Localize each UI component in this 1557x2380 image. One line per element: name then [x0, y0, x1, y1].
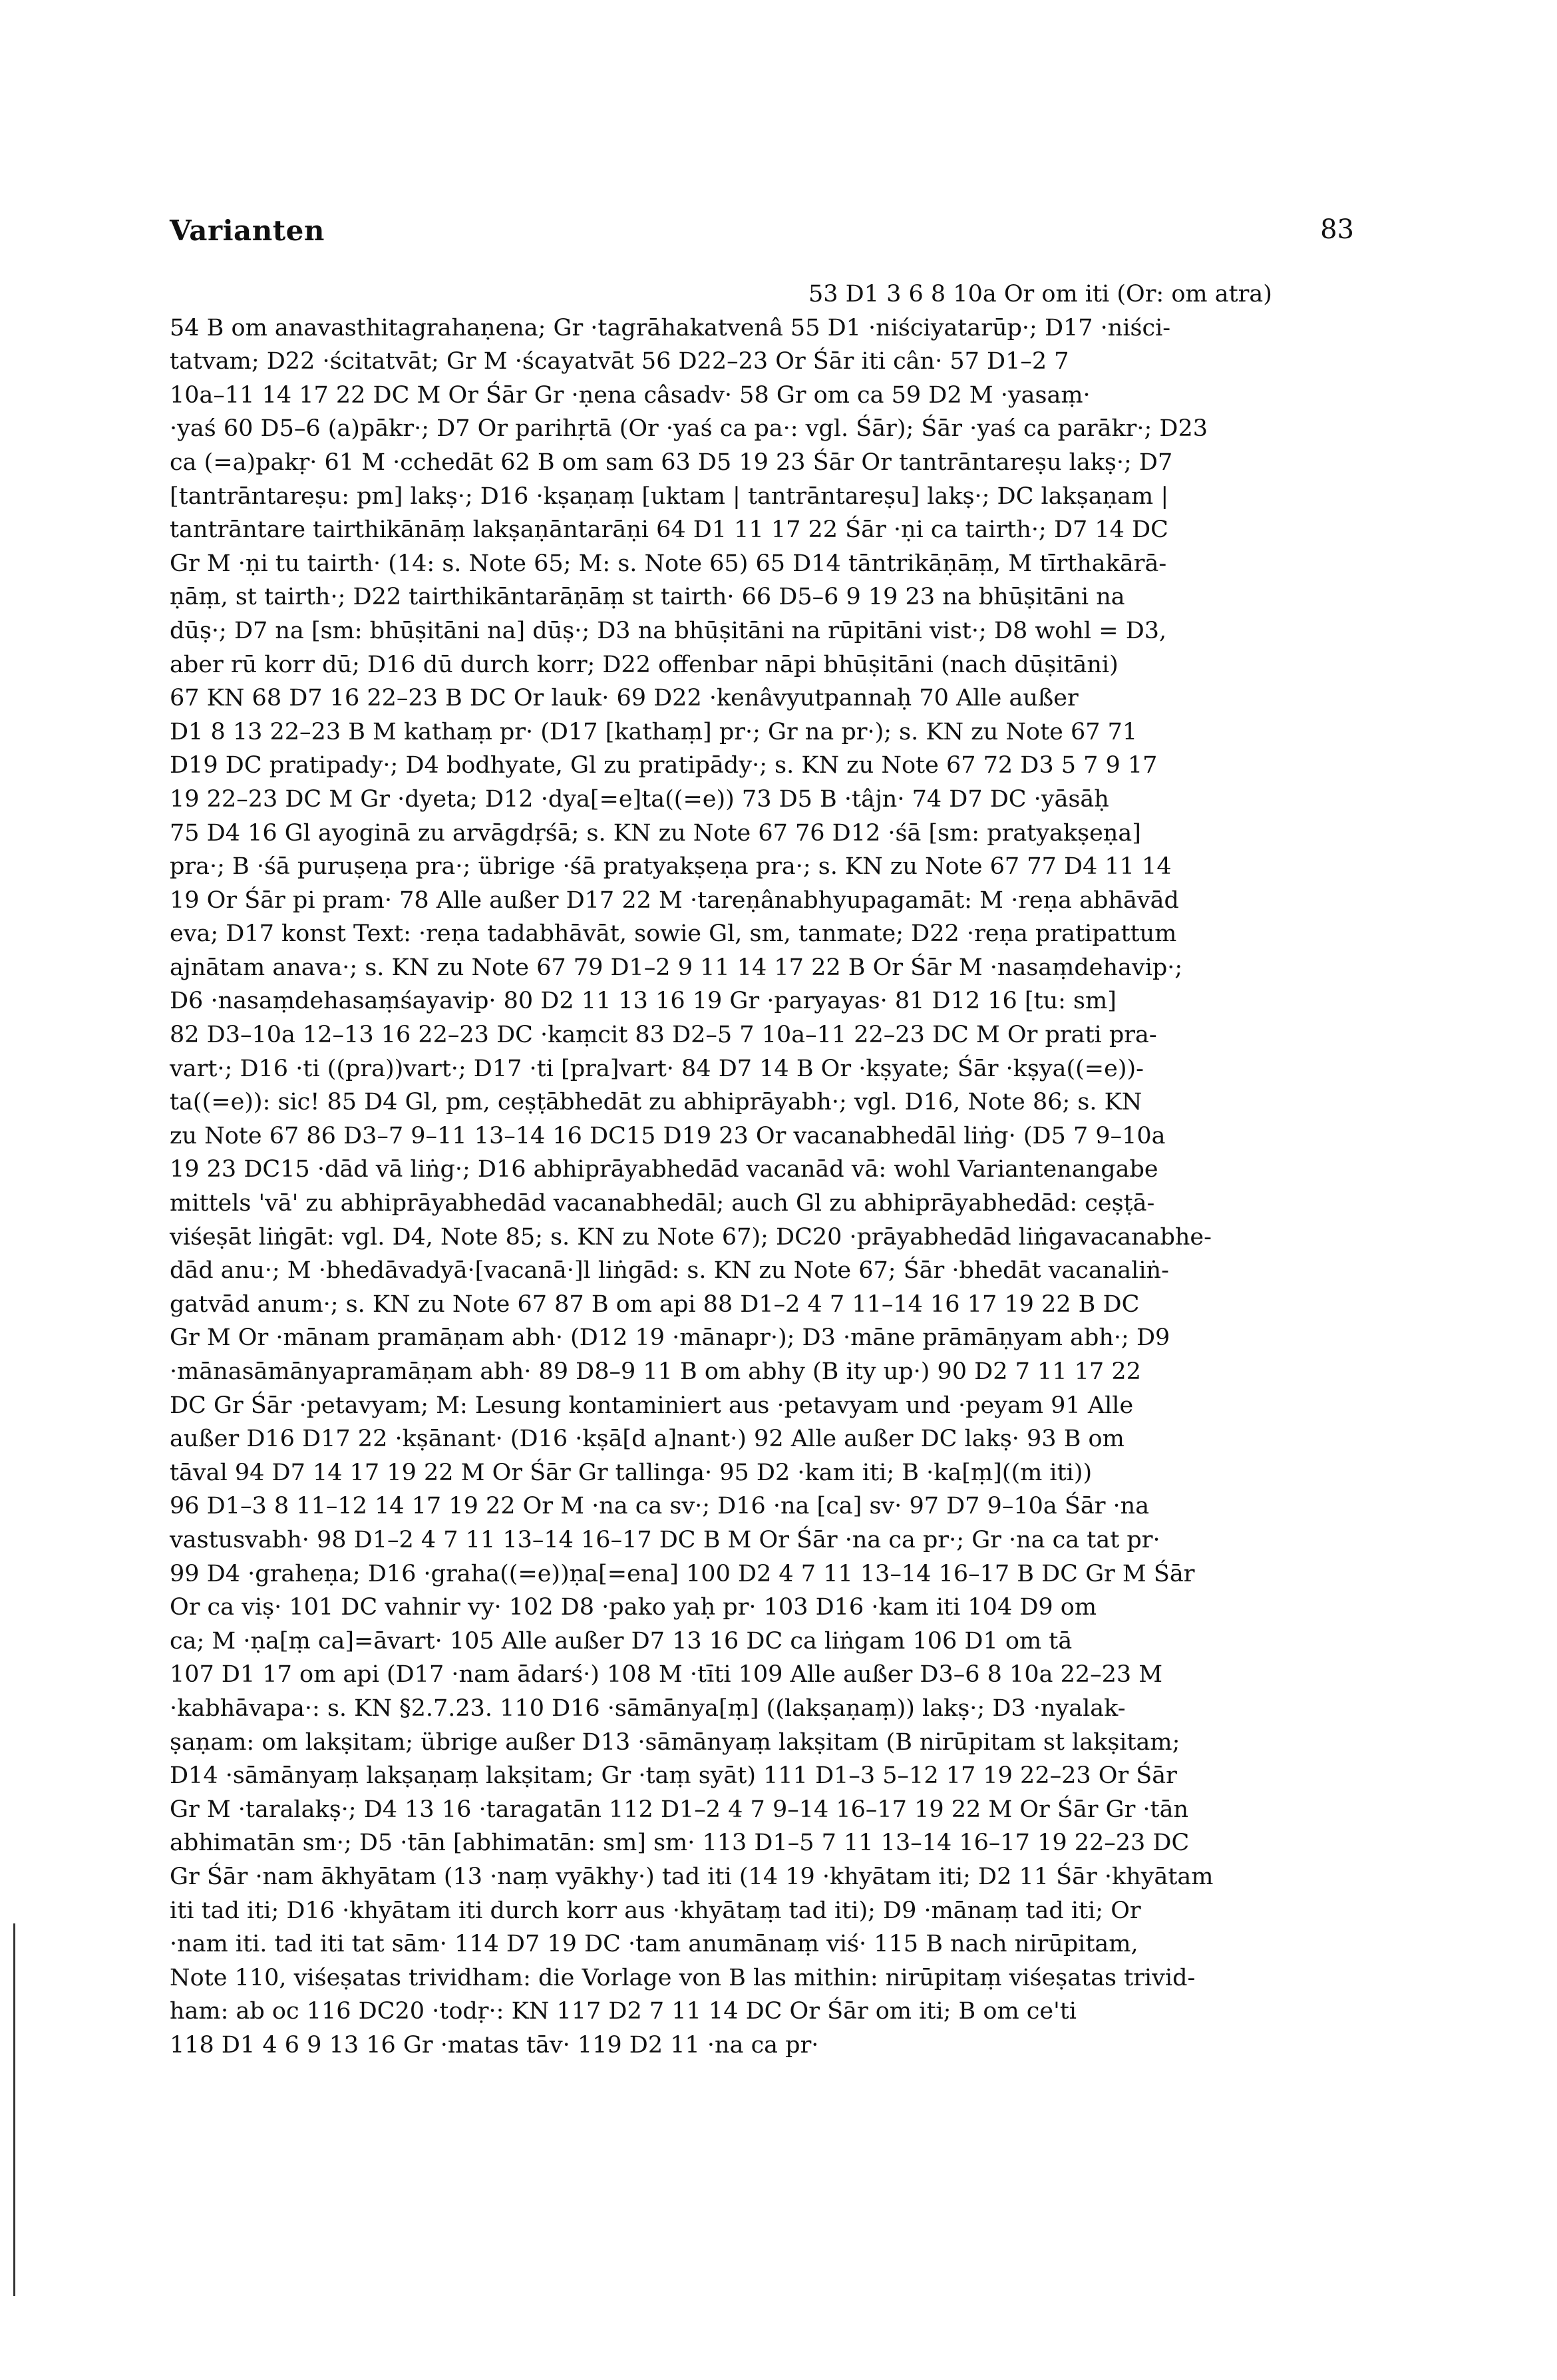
text-line: 82 D3–10a 12–13 16 22–23 DC ·kaṃcit 83 D2–5 7 10a–11 22–23 DC M Or prati pra-	[170, 1022, 1157, 1049]
text-line: dūṣ·; D7 na [sm: bhūṣitāni na] dūṣ·; D3 na bhūṣitāni na rūpitāni vist·; D8 wohl = D3,	[170, 617, 1167, 644]
text-line: ·yaś 60 D5–6 (a)pākr·; D7 Or parihṛtā (Or ·yaś ca pa·: vgl. Śār); Śār ·yaś ca parākr·; D23	[170, 415, 1208, 443]
text-line: tatvam; D22 ·ścitatvāt; Gr M ·ścayatvāt 56 D22–23 Or Śār iti cân· 57 D1–2 7	[170, 348, 1069, 375]
text-line: ṣaṇam: om lakṣitam; übrige außer D13 ·sāmānyaṃ lakṣitam (B nirūpitam st lakṣitam;	[170, 1728, 1180, 1756]
text-line: ta((=e)): sic! 85 D4 Gl, pm, ceṣṭābhedāt zu abhiprāyabh·; vgl. D16, Note 86; s. KN	[170, 1089, 1142, 1116]
text-line: Or ca viṣ· 101 DC vahnir vy· 102 D8 ·pako yaḥ pr· 103 D16 ·kam iti 104 D9 om	[170, 1594, 1097, 1621]
text-line: 96 D1–3 8 11–12 14 17 19 22 Or M ·na ca sv·; D16 ·na [ca] sv· 97 D7 9–10a Śār ·na	[170, 1493, 1150, 1520]
text-line: 19 23 DC15 ·dād vā liṅg·; D16 abhiprāyabhedād vacanād vā: wohl Variantenangabe	[170, 1156, 1158, 1183]
page-number: 83	[1320, 214, 1354, 245]
text-line: 19 Or Śār pi pram· 78 Alle außer D17 22 M ·tareṇânabhyupagamāt: M ·reṇa abhāvād	[170, 887, 1179, 914]
text-line: D1 8 13 22–23 B M kathaṃ pr· (D17 [kathaṃ] pr·; Gr na pr·); s. KN zu Note 67 71	[170, 718, 1138, 745]
text-line: pra·; B ·śā puruṣeṇa pra·; übrige ·śā pratyakṣeṇa pra·; s. KN zu Note 67 77 D4 11 14	[170, 853, 1172, 881]
text-line: 107 D1 17 om api (D17 ·nam ādarś·) 108 M ·tīti 109 Alle außer D3–6 8 10a 22–23 M	[170, 1661, 1163, 1688]
text-line: ·nam iti. tad iti tat sām· 114 D7 19 DC ·tam anumānaṃ viś· 115 B nach nirūpitam,	[170, 1931, 1138, 1958]
variant-apparatus	[170, 278, 1354, 2062]
text-line: D19 DC pratipady·; D4 bodhyate, Gl zu pratipādy·; s. KN zu Note 67 72 D3 5 7 9 17	[170, 752, 1158, 779]
text-line: vastusvabh· 98 D1–2 4 7 11 13–14 16–17 DC B M Or Śār ·na ca pr·; Gr ·na ca tat pr·	[170, 1526, 1160, 1553]
text-line: DC Gr Śār ·petavyam; M: Lesung kontaminiert aus ·petavyam und ·peyam 91 Alle	[170, 1392, 1134, 1419]
text-line: ṇāṃ, st tairth·; D22 tairthikāntarāṇāṃ st tairth· 66 D5–6 9 19 23 na bhūṣitāni na	[170, 584, 1125, 611]
text-line: Gr M ·taralakṣ·; D4 13 16 ·taragatān 112 D1–2 4 7 9–14 16–17 19 22 M Or Śār Gr ·tān	[170, 1796, 1189, 1823]
text-line: eva; D17 konst Text: ·reṇa tadabhāvāt, sowie Gl, sm, tanmate; D22 ·reṇa pratipattum	[170, 920, 1177, 948]
text-line: vart·; D16 ·ti ((pra))vart·; D17 ·ti [pra]vart· 84 D7 14 B Or ·kṣyate; Śār ·kṣya((=e))-	[170, 1055, 1144, 1082]
text-line: mittels 'vā' zu abhiprāyabhedād vacanabhedāl; auch Gl zu abhiprāyabhedād: ceṣṭā-	[170, 1190, 1155, 1217]
text-line: D6 ·nasaṃdehasaṃśayavip· 80 D2 11 13 16 19 Gr ·paryayas· 81 D12 16 [tu: sm]	[170, 988, 1117, 1015]
text-line: gatvād anum·; s. KN zu Note 67 87 B om api 88 D1–2 4 7 11–14 16 17 19 22 B DC	[170, 1290, 1140, 1318]
text-line: 53 D1 3 6 8 10a Or om iti (Or: om atra)	[808, 281, 1272, 307]
text-line: aber rū korr dū; D16 dū durch korr; D22 offenbar nāpi bhūṣitāni (nach dūṣitāni)	[170, 651, 1119, 678]
text-line: ham: ab oc 116 DC20 ·todṛ·: KN 117 D2 7 11 14 DC Or Śār om iti; B om ce'ti	[170, 1998, 1077, 2025]
text-line: Note 110, viśeṣatas trividham: die Vorlage von B las mithin: nirūpitaṃ viśeṣatas trivid-	[170, 1964, 1196, 1991]
text-line: 19 22–23 DC M Gr ·dyeta; D12 ·dya[=e]ta((=e)) 73 D5 B ·tâjn· 74 D7 DC ·yāsāḥ	[170, 785, 1109, 813]
text-line: D14 ·sāmānyaṃ lakṣaṇaṃ lakṣitam; Gr ·taṃ syāt) 111 D1–3 5–12 17 19 22–23 Or Śār	[170, 1762, 1177, 1790]
text-line: Gr Śār ·nam ākhyātam (13 ·naṃ vyākhy·) tad iti (14 19 ·khyātam iti; D2 11 Śār ·khyātam	[170, 1863, 1214, 1890]
scan-edge-mark	[13, 1923, 15, 2296]
text-line: 54 B om anavasthitagrahaṇena; Gr ·tagrāhakatvenâ 55 D1 ·niściyatarūp·; D17 ·niści-	[170, 314, 1171, 341]
text-line: 118 D1 4 6 9 13 16 Gr ·matas tāv· 119 D2 11 ·na ca pr·	[170, 2031, 819, 2059]
text-line: viśeṣāt liṅgāt: vgl. D4, Note 85; s. KN zu Note 67); DC20 ·prāyabhedād liṅgavacanabhe-	[170, 1223, 1212, 1251]
text-line: außer D16 D17 22 ·kṣānant· (D16 ·kṣā[d a]nant·) 92 Alle außer DC lakṣ· 93 B om	[170, 1426, 1124, 1453]
text-line: dād anu·; M ·bhedāvadyā·[vacanā·]l liṅgād: s. KN zu Note 67; Śār ·bhedāt vacanaliṅ-	[170, 1257, 1169, 1285]
text-line: ajnātam anava·; s. KN zu Note 67 79 D1–2 9 11 14 17 22 B Or Śār M ·nasaṃdehavip·;	[170, 954, 1183, 981]
text-line: Gr M Or ·mānam pramāṇam abh· (D12 19 ·mānapr·); D3 ·māne prāmāṇyam abh·; D9	[170, 1324, 1170, 1352]
text-line: Gr M ·ṇi tu tairth· (14: s. Note 65; M: s. Note 65) 65 D14 tāntrikāṇāṃ, M tīrthakārā-	[170, 550, 1167, 577]
text-line: zu Note 67 86 D3–7 9–11 13–14 16 DC15 D19 23 Or vacanabhedāl liṅg· (D5 7 9–10a	[170, 1122, 1166, 1149]
text-line: 10a–11 14 17 22 DC M Or Śār Gr ·ṇena câsadv· 58 Gr om ca 59 D2 M ·yasaṃ·	[170, 381, 1091, 409]
text-line: tantrāntare tairthikānāṃ lakṣaṇāntarāṇi 64 D1 11 17 22 Śār ·ṇi ca tairth·; D7 14 DC	[170, 516, 1168, 544]
text-line: [tantrāntareṣu: pm] lakṣ·; D16 ·kṣaṇaṃ [uktam | tantrāntareṣu] lakṣ·; DC lakṣaṇam |	[170, 483, 1169, 510]
running-title: Varianten	[170, 214, 325, 247]
text-line: ca (=a)pakṛ· 61 M ·cchedāt 62 B om sam 63 D5 19 23 Śār Or tantrāntareṣu lakṣ·; D7	[170, 449, 1173, 476]
text-line: ·kabhāvapa·: s. KN §2.7.23. 110 D16 ·sāmānya[ṃ] ((lakṣaṇaṃ)) lakṣ·; D3 ·nyalak-	[170, 1694, 1126, 1722]
text-line: 75 D4 16 Gl ayoginā zu arvāgdṛśā; s. KN zu Note 67 76 D12 ·śā [sm: pratyakṣeṇa]	[170, 819, 1141, 847]
text-line: abhimatān sm·; D5 ·tān [abhimatān: sm] sm· 113 D1–5 7 11 13–14 16–17 19 22–23 DC	[170, 1830, 1190, 1857]
text-line: ca; M ·ṇa[ṃ ca]=āvart· 105 Alle außer D7 13 16 DC ca liṅgam 106 D1 om tā	[170, 1627, 1073, 1655]
text-line: iti tad iti; D16 ·khyātam iti durch korr aus ·khyātaṃ tad iti); D9 ·mānaṃ tad iti; Or	[170, 1897, 1141, 1924]
text-line: 67 KN 68 D7 16 22–23 B DC Or lauk· 69 D22 ·kenâvyutpannaḥ 70 Alle außer	[170, 685, 1079, 712]
text-line: tāval 94 D7 14 17 19 22 M Or Śār Gr tallinga· 95 D2 ·kam iti; B ·ka[ṃ]((m iti))	[170, 1459, 1093, 1486]
text-line: 99 D4 ·graheṇa; D16 ·graha((=e))ṇa[=ena] 100 D2 4 7 11 13–14 16–17 B DC Gr M Śār	[170, 1560, 1195, 1587]
text-line: ·mānasāmānyapramāṇam abh· 89 D8–9 11 B om abhy (B ity up·) 90 D2 7 11 17 22	[170, 1358, 1141, 1385]
page-header	[170, 214, 1354, 254]
